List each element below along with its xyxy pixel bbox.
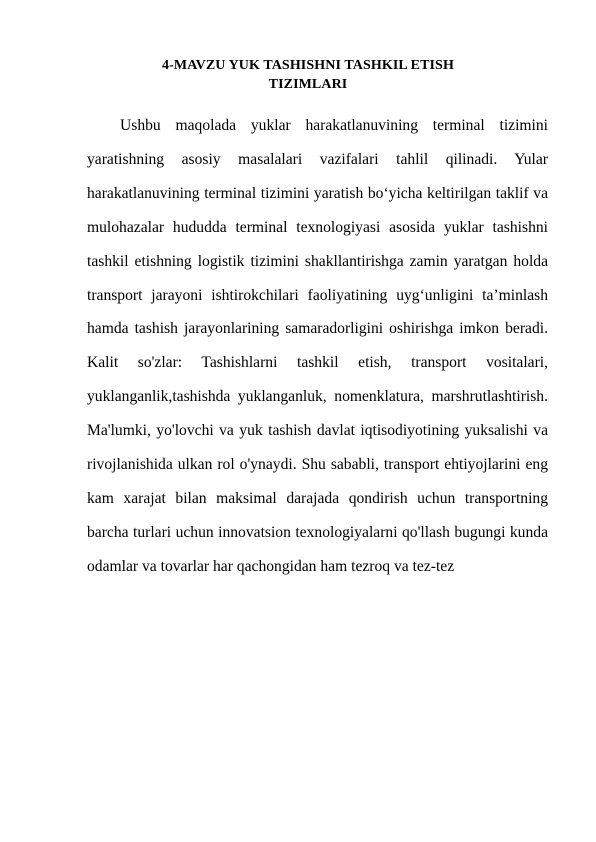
document-title-line-1: 4-MAVZU YUK TASHISHNI TASHKIL ETISH	[162, 58, 454, 73]
document-title-line-2: TIZIMLARI	[268, 77, 348, 92]
body-paragraph: Ushbu maqolada yuklar harakatlanuvining terminal tizimini yaratishning asosiy masalalari vazifalari tahlil qilinadi. Yular harakatlanuvining terminal tizimini yaratish bo‘yicha keltirilgan taklif va mulohazalar hududda terminal texnologiyasi asosida yuklar tashishni tashkil etishning logistik tizimini shakllantirishga zamin yaratgan holda transport jarayoni ishtirokchilari faoliyatining uyg‘unligini ta’minlash hamda tashish jarayonlarining samaradorligini oshirishga imkon beradi. Kalit so'zlar: Tashishlarni tashkil etish, transport vositalari, yuklanganlik,tashishda yuklanganluk, nomenklatura, marshrutlashtirish. Ma'lumki, yo'lovchi va yuk tashish davlat iqtisodiyotining yuksalishi va rivojlanishida ulkan rol o'ynaydi. Shu sababli, transport ehtiyojlarini eng kam xarajat bilan maksimal darajada qondirish uchun transportning barcha turlari uchun innovatsion texnologiyalarni qo'llash bugungi kunda odamlar va tovarlar har qachongidan ham tezroq va tez-tez	[87, 117, 548, 575]
